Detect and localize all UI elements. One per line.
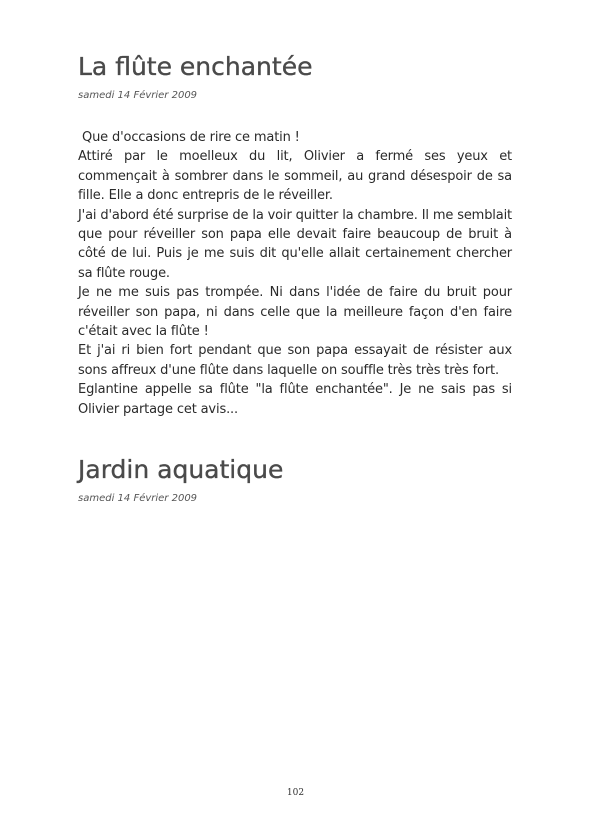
post-date: samedi 14 Février 2009 [78,90,198,101]
post-title: Jardin aquatique [78,455,284,484]
post-paragraph: Attiré par le moelleux du lit, Olivier a fermé ses yeux et commençait à sombrer dans le sommeil, au grand désespoir de sa fille. Elle a donc entrepris de le réveiller. [78,149,512,204]
post-paragraph: Je ne me suis pas trompée. Ni dans l'idée de faire du bruit pour réveiller son papa, ni dans celle que la meilleure façon d'en faire c'était avec la flûte ! [78,285,512,340]
post-paragraph: Et j'ai ri bien fort pendant que son papa essayait de résister aux sons affreux d'une flûte dans laquelle on souffle très très très fort. [78,343,512,378]
post-date: samedi 14 Février 2009 [78,493,198,504]
post-paragraph: Que d'occasions de rire ce matin ! [78,130,300,145]
blog-post [78,50,512,419]
page-number: 102 [286,788,305,798]
blog-post [78,453,512,506]
post-body [78,128,512,419]
post-paragraph: Eglantine appelle sa flûte "la flûte enchantée". Je ne sais pas si Olivier partage cet avis... [78,382,512,417]
post-paragraph: J'ai d'abord été surprise de la voir quitter la chambre. Il me semblait que pour réveiller son papa elle devait faire beaucoup de bruit à côté de lui. Puis je me suis dit qu'elle allait certainement chercher sa flûte rouge. [78,207,512,281]
post-title: La flûte enchantée [78,52,313,81]
